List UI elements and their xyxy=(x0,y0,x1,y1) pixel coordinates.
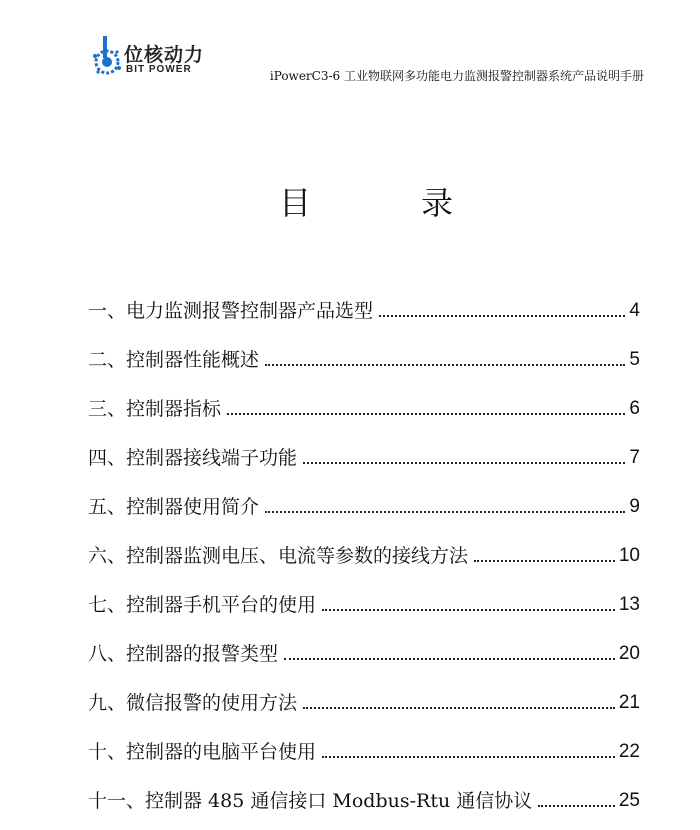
toc-entry-page: 25 xyxy=(618,790,640,811)
table-of-contents xyxy=(88,274,640,813)
toc-heading xyxy=(0,178,700,222)
toc-entry-label: 六、控制器监测电压、电流等参数的接线方法 xyxy=(88,545,469,567)
toc-entry-page: 5 xyxy=(629,349,640,370)
toc-entry-label: 四、控制器接线端子功能 xyxy=(88,447,298,469)
logo-name-en: BIT POWER xyxy=(126,64,192,75)
toc-entry[interactable] xyxy=(88,519,640,568)
toc-entry-label: 七、控制器手机平台的使用 xyxy=(88,594,317,616)
toc-entry-page: 20 xyxy=(618,643,640,664)
toc-entry-page: 7 xyxy=(629,447,640,468)
toc-entry-label: 八、控制器的报警类型 xyxy=(88,643,279,665)
toc-entry-page: 4 xyxy=(629,300,640,321)
toc-entry-label: 二、控制器性能概述 xyxy=(88,349,260,371)
toc-leader-dots xyxy=(303,461,625,464)
toc-entry-page: 22 xyxy=(618,741,640,762)
toc-entry[interactable] xyxy=(88,323,640,372)
toc-entry-page: 13 xyxy=(618,594,640,615)
toc-leader-dots xyxy=(322,608,615,611)
toc-leader-dots xyxy=(538,804,615,807)
toc-leader-dots xyxy=(265,363,625,366)
toc-leader-dots xyxy=(303,706,615,709)
page-header xyxy=(0,0,700,90)
toc-entry[interactable] xyxy=(88,274,640,323)
toc-entry[interactable] xyxy=(88,568,640,617)
toc-entry-label: 九、微信报警的使用方法 xyxy=(88,692,298,714)
toc-leader-dots xyxy=(474,559,615,562)
bit-power-logo-icon xyxy=(90,34,126,78)
toc-entry[interactable] xyxy=(88,666,640,715)
logo-name-cn: 位核动力 xyxy=(124,44,205,66)
toc-leader-dots xyxy=(227,412,625,415)
document-title: iPowerC3-6 工业物联网多功能电力监测报警控制器系统产品说明手册 xyxy=(269,69,644,83)
toc-leader-dots xyxy=(284,657,615,660)
toc-entry-label: 一、电力监测报警控制器产品选型 xyxy=(88,300,374,322)
toc-entry-label: 十、控制器的电脑平台使用 xyxy=(88,741,317,763)
toc-entry[interactable] xyxy=(88,617,640,666)
toc-heading-char-1: 目 xyxy=(279,184,312,222)
toc-leader-dots xyxy=(265,510,625,513)
toc-entry[interactable] xyxy=(88,421,640,470)
toc-leader-dots xyxy=(379,314,625,317)
toc-entry[interactable] xyxy=(88,372,640,421)
toc-entry-page: 21 xyxy=(618,692,640,713)
company-logo xyxy=(90,34,206,82)
toc-entry[interactable] xyxy=(88,764,640,813)
toc-leader-dots xyxy=(322,755,615,758)
toc-entry-page: 9 xyxy=(629,496,640,517)
toc-entry-page: 10 xyxy=(618,545,640,566)
toc-entry[interactable] xyxy=(88,470,640,519)
toc-entry-page: 6 xyxy=(629,398,640,419)
toc-entry[interactable] xyxy=(88,715,640,764)
toc-heading-char-2: 录 xyxy=(421,184,454,222)
toc-entry-label: 三、控制器指标 xyxy=(88,398,222,420)
toc-entry-label: 十一、控制器 485 通信接口 Modbus-Rtu 通信协议 xyxy=(88,790,533,812)
toc-entry-label: 五、控制器使用简介 xyxy=(88,496,260,518)
